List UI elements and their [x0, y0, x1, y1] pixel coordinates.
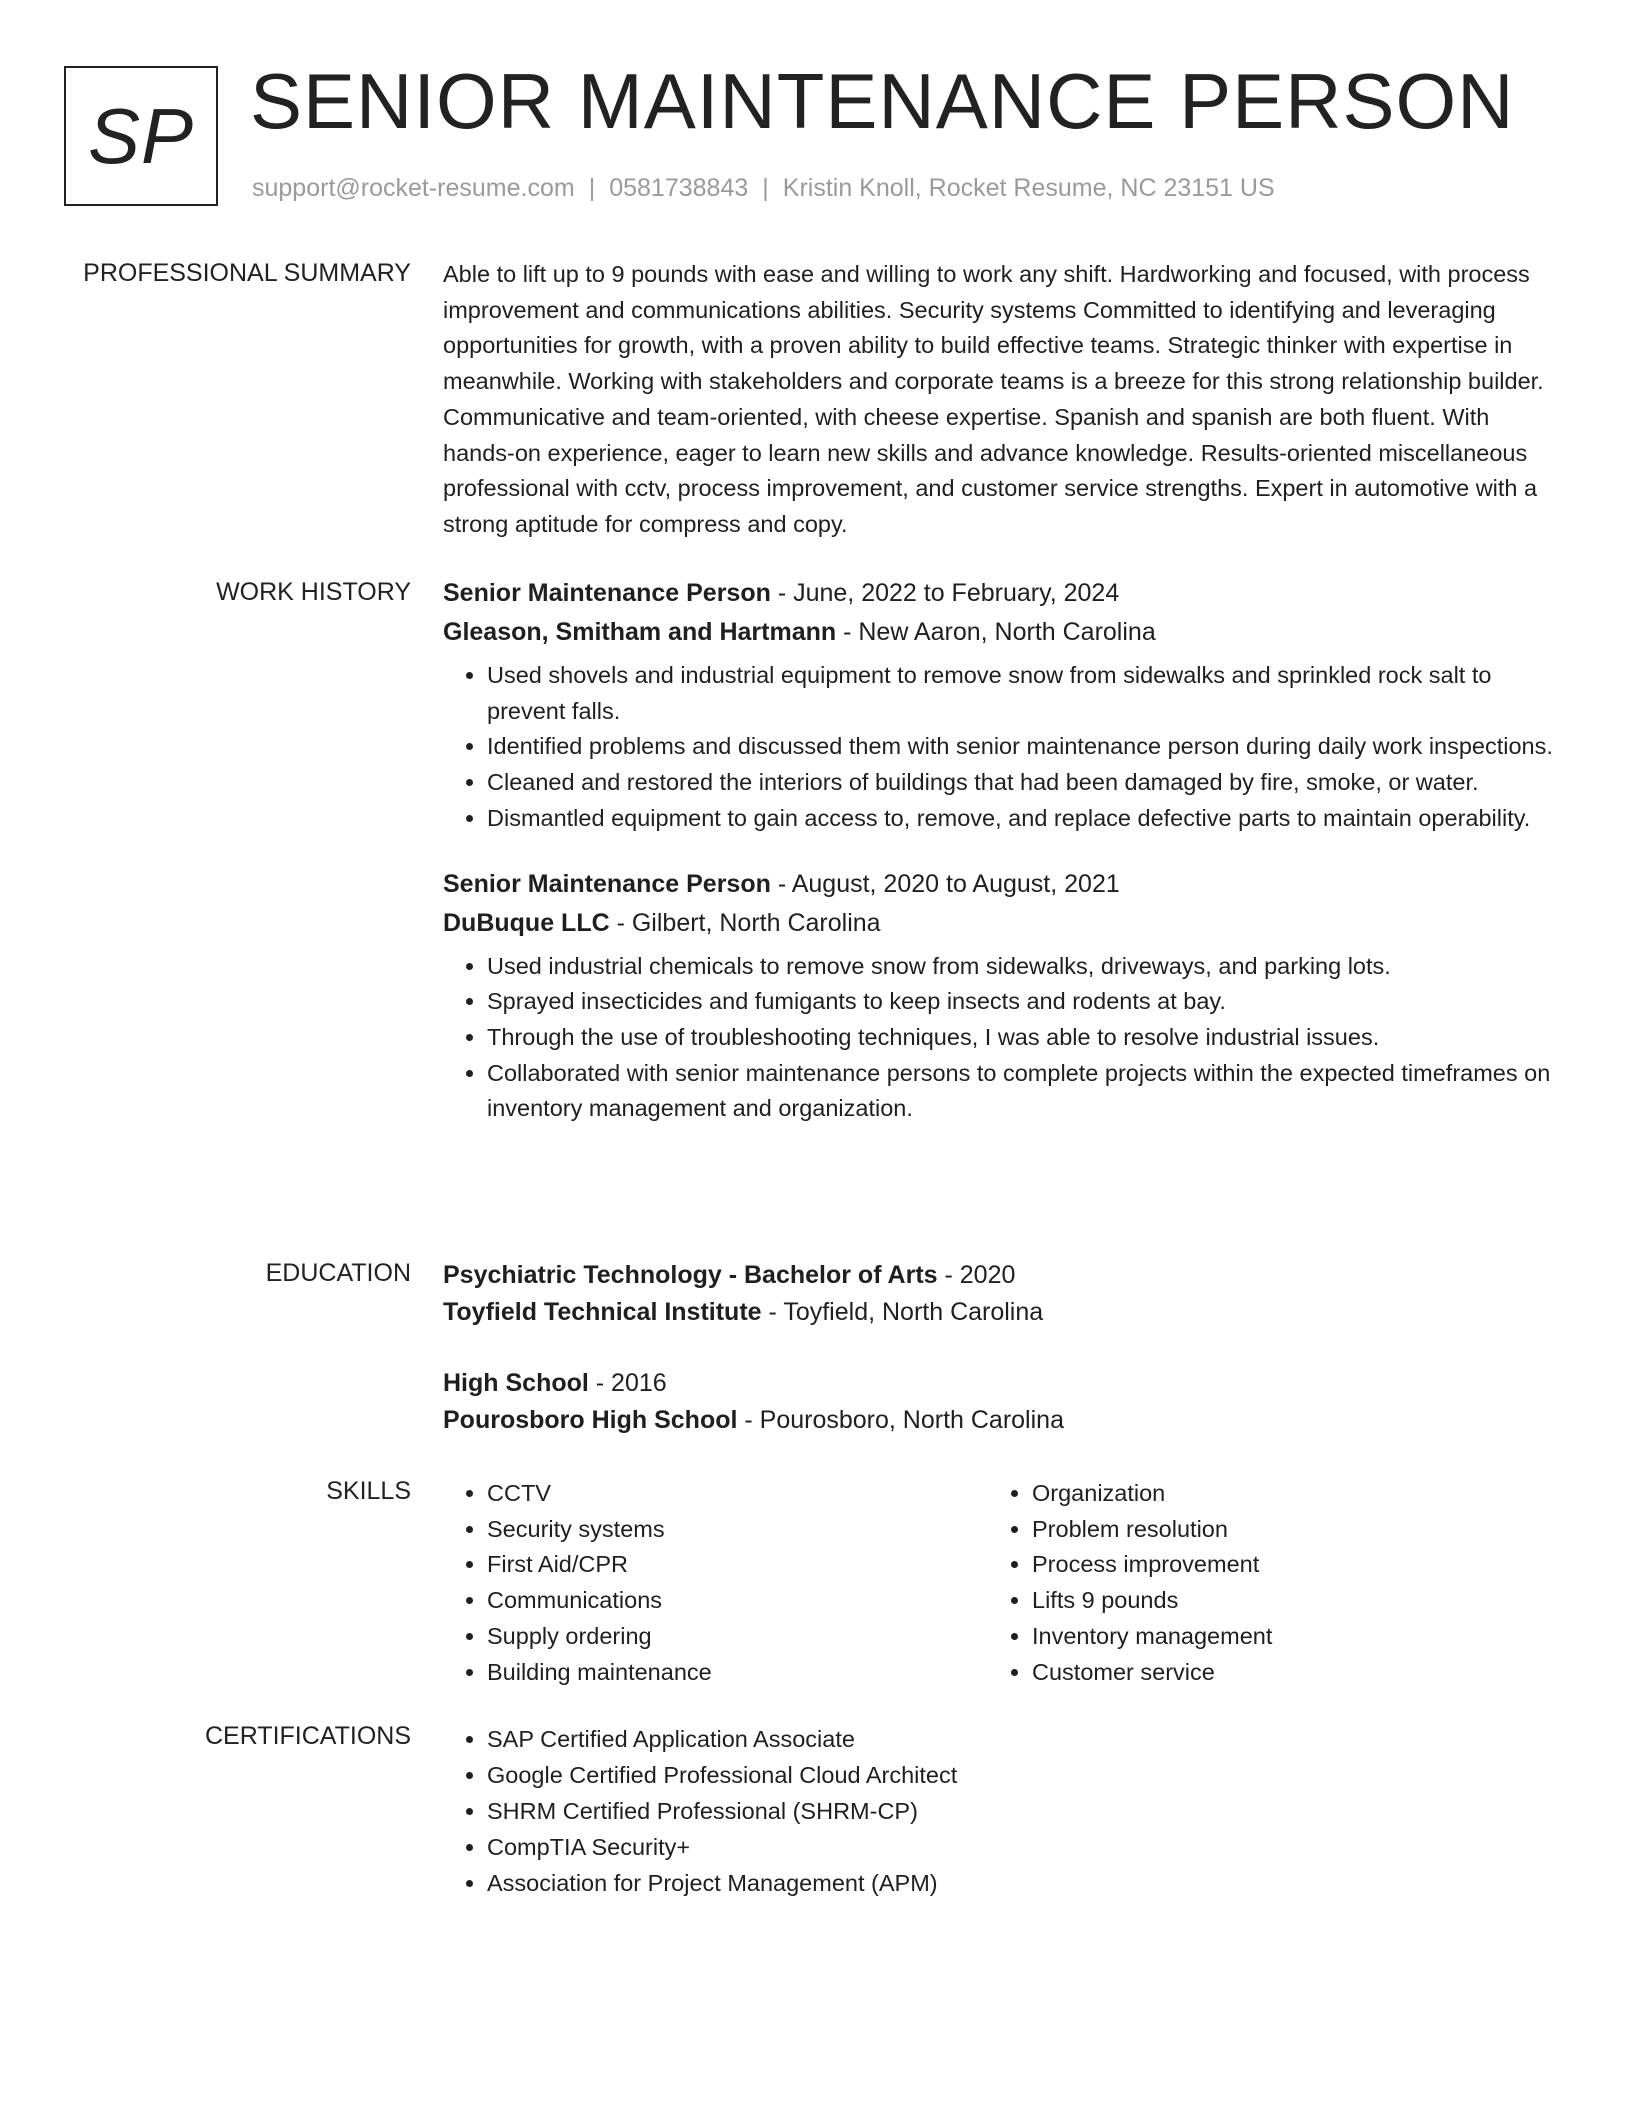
- contact-address: Kristin Knoll, Rocket Resume, NC 23151 US: [782, 174, 1275, 202]
- education-school: Toyfield Technical Institute: [443, 1298, 762, 1326]
- list-item: • Through the use of troubleshooting techniques, I was able to resolve industrial issues.: [487, 1020, 1553, 1056]
- list-item: • Inventory management: [1032, 1619, 1533, 1655]
- list-item: • Communications: [487, 1583, 988, 1619]
- education-entry: [443, 1365, 1553, 1439]
- list-item: • Security systems: [487, 1512, 988, 1548]
- list-item: • Google Certified Professional Cloud Architect: [487, 1757, 1553, 1793]
- section-body: [443, 1476, 1553, 1690]
- page-title: SENIOR MAINTENANCE PERSON: [250, 57, 1515, 145]
- job-location: - New Aaron, North Carolina: [836, 618, 1156, 646]
- skills-grid: [443, 1476, 1553, 1690]
- monogram-logo: SP: [64, 66, 218, 206]
- education-location: - Toyfield, North Carolina: [761, 1298, 1044, 1326]
- list-item: • SHRM Certified Professional (SHRM-CP): [487, 1793, 1553, 1829]
- section-title: WORK HISTORY: [216, 578, 411, 606]
- job-bullets: [443, 949, 1553, 1128]
- education-entry: [443, 1257, 1553, 1331]
- section-title: PROFESSIONAL SUMMARY: [83, 259, 411, 287]
- list-item: • Cleaned and restored the interiors of buildings that had been damaged by fire, smoke, or water.: [487, 765, 1553, 801]
- list-item: • CCTV: [487, 1476, 988, 1512]
- section-body: [443, 1257, 1553, 1439]
- list-item: • Sprayed insecticides and fumigants to keep insects and rodents at bay.: [487, 984, 1553, 1020]
- list-item: • SAP Certified Application Associate: [487, 1721, 1553, 1757]
- list-item: • Used industrial chemicals to remove snow from sidewalks, driveways, and parking lots.: [487, 949, 1553, 985]
- education-degree: High School: [443, 1369, 589, 1397]
- job-company-line: [443, 613, 1553, 652]
- education-year: - 2016: [588, 1369, 667, 1397]
- contact-separator: |: [588, 174, 596, 202]
- job-entry: [443, 865, 1553, 1128]
- list-item: • Organization: [1032, 1476, 1533, 1512]
- list-item: • Supply ordering: [487, 1619, 988, 1655]
- job-title-line: [443, 865, 1553, 904]
- job-location: - Gilbert, North Carolina: [609, 908, 881, 937]
- job-role: Senior Maintenance Person: [443, 869, 771, 898]
- skills-column-right: [988, 1476, 1533, 1690]
- list-item: • Lifts 9 pounds: [1032, 1583, 1533, 1619]
- list-item: • Problem resolution: [1032, 1512, 1533, 1548]
- list-item: • Building maintenance: [487, 1655, 988, 1691]
- job-company-line: [443, 904, 1553, 943]
- skills-column-left: [443, 1476, 988, 1690]
- list-item: • Collaborated with senior maintenance persons to complete projects within the expected timeframes on inventory management and organization.: [487, 1056, 1553, 1127]
- job-title-line: [443, 574, 1553, 613]
- section-title: CERTIFICATIONS: [204, 1722, 411, 1750]
- education-degree-line: [443, 1257, 1553, 1294]
- section-title: EDUCATION: [265, 1259, 411, 1287]
- education-year: - 2020: [937, 1261, 1016, 1289]
- section-title: SKILLS: [326, 1477, 411, 1505]
- education-degree-line: [443, 1365, 1553, 1402]
- education-location: - Pourosboro, North Carolina: [737, 1406, 1064, 1434]
- list-item: • Customer service: [1032, 1655, 1533, 1691]
- list-item: • Identified problems and discussed them with senior maintenance person during daily work inspections.: [487, 729, 1553, 765]
- list-item: • First Aid/CPR: [487, 1547, 988, 1583]
- job-role: Senior Maintenance Person: [443, 579, 771, 607]
- education-school-line: [443, 1294, 1553, 1331]
- section-body: [443, 1721, 1553, 1901]
- education-school-line: [443, 1402, 1553, 1439]
- job-dates: - June, 2022 to February, 2024: [770, 579, 1120, 607]
- list-item: • Association for Project Management (APM): [487, 1865, 1553, 1901]
- job-entry: [443, 574, 1553, 837]
- job-bullets: [443, 658, 1553, 837]
- contact-line: [252, 174, 1275, 203]
- list-item: • CompTIA Security+: [487, 1829, 1553, 1865]
- list-item: • Process improvement: [1032, 1547, 1533, 1583]
- job-dates: - August, 2020 to August, 2021: [770, 869, 1120, 898]
- job-company: DuBuque LLC: [443, 908, 610, 937]
- contact-separator: |: [762, 174, 769, 202]
- summary-text: Able to lift up to 9 pounds with ease and willing to work any shift. Hardworking and focused, with process improvement and communications abilities. Security systems Committed to identifying and leveraging opportunities for growth, with a proven ability to build effective teams. Strategic thinker with expertise in meanwhile. Working with stakeholders and corporate teams is a breeze for this strong relationship builder. Communicative and team-oriented, with cheese expertise. Spanish and spanish are both fluent. With hands-on experience, eager to learn new skills and advance knowledge. Results-oriented miscellaneous professional with cctv, process improvement, and customer service strengths. Expert in automotive with a strong aptitude for compress and copy.: [443, 261, 1544, 537]
- section-body: [443, 574, 1553, 1127]
- contact-email[interactable]: support@rocket-resume.com: [252, 174, 575, 202]
- list-item: • Used shovels and industrial equipment to remove snow from sidewalks and sprinkled rock salt to prevent falls.: [487, 658, 1553, 729]
- education-school: Pourosboro High School: [443, 1406, 738, 1434]
- education-degree: Psychiatric Technology - Bachelor of Arts: [443, 1261, 938, 1289]
- list-item: • Dismantled equipment to gain access to, remove, and replace defective parts to maintain operability.: [487, 801, 1553, 837]
- job-company: Gleason, Smitham and Hartmann: [443, 618, 837, 646]
- section-body: [443, 257, 1553, 543]
- contact-phone[interactable]: 0581738843: [609, 174, 749, 202]
